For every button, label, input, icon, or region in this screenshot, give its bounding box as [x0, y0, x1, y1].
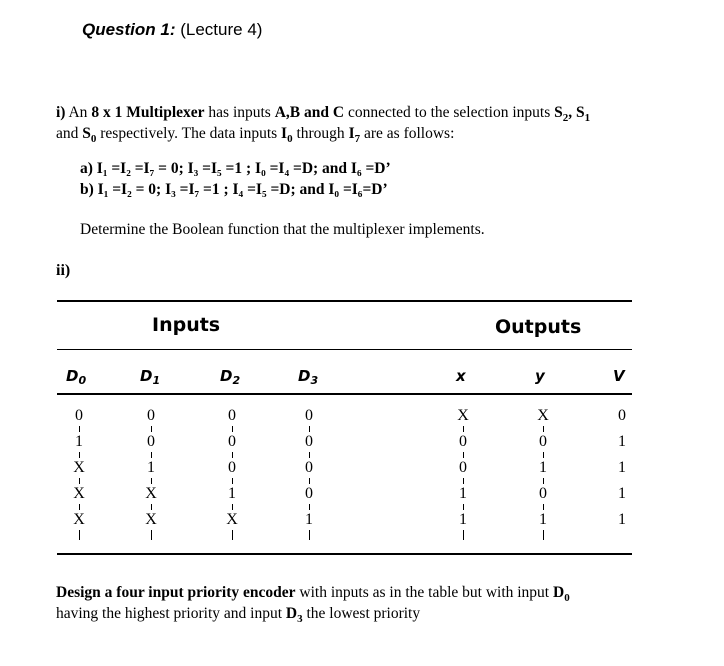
table-cell: X: [69, 510, 89, 530]
text-span: the lowest priority: [302, 605, 421, 622]
table-bottom-rule: [57, 553, 632, 555]
text-span: having the highest priority and input: [56, 605, 286, 622]
table-cell: 1: [222, 484, 242, 504]
text-span-bold: Design a four input priority encoder: [56, 584, 296, 601]
table-cell: 1: [612, 484, 632, 504]
text-span: with inputs as in the table but with input: [295, 584, 553, 601]
question-number: Question 1:: [82, 20, 176, 39]
table-cell: X: [141, 484, 161, 504]
col-header-v: V: [613, 367, 625, 385]
subscript: 0: [90, 133, 97, 145]
table-cell: 0: [533, 432, 553, 452]
inputs-header: Inputs: [152, 314, 221, 336]
subscript: 2: [562, 112, 569, 124]
table-head-rule: [57, 393, 632, 395]
col-sub: 0: [78, 374, 87, 387]
table-cell: 0: [453, 432, 473, 452]
table-cell: 1: [453, 484, 473, 504]
table-cell: X: [141, 510, 161, 530]
subscript: 0: [287, 133, 293, 145]
part-i-line-1: [56, 103, 590, 124]
col-name: D: [220, 367, 233, 385]
question-title: [82, 20, 262, 40]
table-cell: 1: [612, 458, 632, 478]
col-name: D: [140, 367, 153, 385]
col-header-y: y: [535, 367, 545, 385]
col-header-d3: [298, 367, 318, 385]
text-span: An: [65, 104, 92, 121]
table-cell: 0: [612, 406, 632, 426]
subscript: 7: [354, 133, 361, 145]
table-cell: X: [69, 458, 89, 478]
text-span-bold: I: [348, 125, 355, 142]
table-cell: 0: [69, 406, 89, 426]
col-header-d2: [220, 367, 240, 385]
table-cell: 1: [612, 432, 632, 452]
lecture-ref: (Lecture 4): [175, 20, 263, 39]
col-name: D: [66, 367, 79, 385]
col-sub: 3: [310, 374, 319, 387]
text-span-bold: D: [552, 584, 565, 601]
table-cell: 1: [612, 510, 632, 530]
subscript: 3: [297, 613, 303, 625]
table-cell: 0: [453, 458, 473, 478]
table-cell: 0: [222, 432, 242, 452]
table-cell: 1: [533, 458, 553, 478]
design-line-2: [56, 605, 420, 623]
table-cell: X: [69, 484, 89, 504]
table-cell: 1: [141, 458, 161, 478]
text-span: respectively. The data inputs: [96, 125, 282, 142]
col-sub: 1: [152, 374, 161, 387]
table-cell: 0: [299, 484, 319, 504]
table-cell: 0: [141, 432, 161, 452]
table-cell: 1: [453, 510, 473, 530]
table-cell: 0: [222, 458, 242, 478]
table-mid-rule: [57, 349, 632, 350]
text-span: and: [56, 125, 83, 142]
col-header-d1: [140, 367, 160, 385]
text-span: has inputs: [204, 104, 275, 121]
table-cell: 0: [299, 406, 319, 426]
part-ii-label: ii): [56, 262, 71, 279]
option-b: b) I₁ =I₂ = 0; I₃ =I₇ =1 ; I₄ =I₅ =D; and I₀ =I₆=D’: [80, 181, 388, 198]
table-cell: 0: [141, 406, 161, 426]
table-cell: 0: [533, 484, 553, 504]
table-cell: 0: [299, 432, 319, 452]
table-cell: 1: [69, 432, 89, 452]
table-top-rule: [57, 300, 632, 302]
text-span-bold: 8 x 1 Multiplexer: [91, 104, 205, 121]
col-sub: 2: [232, 374, 241, 387]
part-i-label: i): [56, 104, 66, 121]
part-i-line-2: [56, 124, 454, 145]
col-header-d0: [66, 367, 86, 385]
text-span-bold: I: [281, 125, 288, 142]
table-cell: 0: [299, 458, 319, 478]
text-span-bold: , S: [568, 104, 585, 121]
design-line-1: [56, 584, 570, 602]
col-header-x: x: [456, 367, 466, 385]
outputs-header: Outputs: [495, 316, 582, 338]
text-span-bold: S: [554, 104, 563, 121]
subscript: 1: [584, 112, 591, 124]
text-span: are as follows:: [360, 125, 455, 142]
table-cell: X: [453, 406, 473, 426]
table-cell: 1: [299, 510, 319, 530]
text-span: connected to the selection inputs: [344, 104, 555, 121]
text-span-bold: A,B and C: [274, 104, 345, 121]
task-text: Determine the Boolean function that the multiplexer implements.: [80, 221, 485, 238]
table-cell: X: [533, 406, 553, 426]
text-span: through: [292, 125, 349, 142]
subscript: 0: [564, 592, 570, 604]
col-name: D: [298, 367, 311, 385]
table-cell: 1: [533, 510, 553, 530]
table-cell: X: [222, 510, 242, 530]
option-a: a) I₁ =I₂ =I₇ = 0; I₃ =I₅ =1 ; I₀ =I₄ =D; and I₆ =D’: [80, 160, 391, 177]
text-span-bold: D: [285, 605, 298, 622]
table-cell: 0: [222, 406, 242, 426]
text-span-bold: S: [82, 125, 91, 142]
